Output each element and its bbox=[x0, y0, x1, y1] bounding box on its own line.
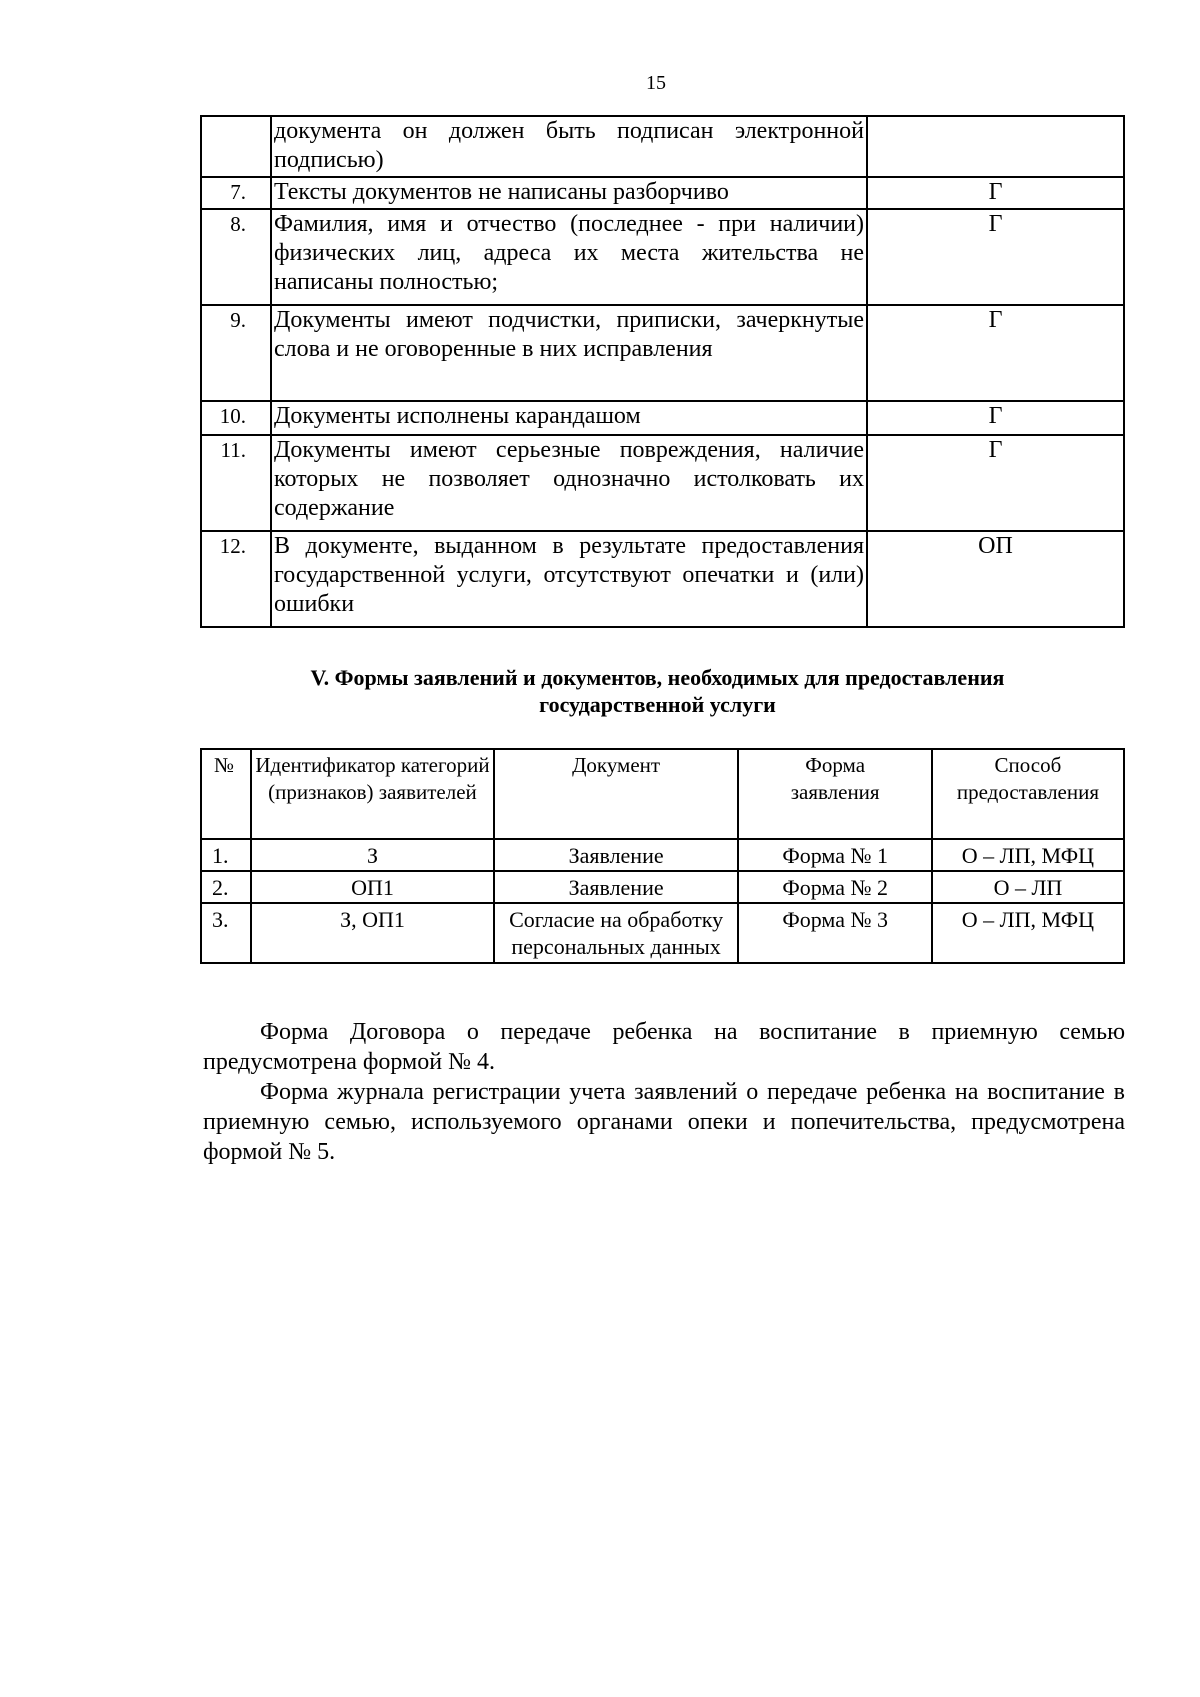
paragraph-journal-form bbox=[203, 1077, 1125, 1167]
row-form: Форма № 3 bbox=[738, 903, 931, 963]
row-code: Г bbox=[867, 435, 1124, 531]
row-text: В документе, выданном в результате предоставления государственной услуги, отсутствуют опечатки и (или) ошибки bbox=[271, 531, 867, 627]
col-header-form: Форма заявления bbox=[738, 749, 931, 839]
grounds-table bbox=[200, 115, 1125, 628]
row-identifier: ОП1 bbox=[251, 871, 494, 903]
row-method: О – ЛП, МФЦ bbox=[932, 903, 1124, 963]
row-text: Тексты документов не написаны разборчиво bbox=[271, 177, 867, 209]
row-text: Документы имеют подчистки, приписки, зачеркнутые слова и не оговоренные в них исправления bbox=[271, 305, 867, 401]
row-number: 11. bbox=[201, 435, 271, 531]
row-document: Согласие на обработку персональных данных bbox=[494, 903, 739, 963]
table-row bbox=[201, 401, 1124, 435]
table-row bbox=[201, 116, 1124, 177]
row-document: Заявление bbox=[494, 839, 739, 871]
row-number: 2. bbox=[201, 871, 251, 903]
section-title-line: V. Формы заявлений и документов, необходимых для предоставления bbox=[310, 665, 1005, 690]
row-text: Документы исполнены карандашом bbox=[271, 401, 867, 435]
section-title bbox=[190, 664, 1125, 718]
col-header-method: Способ предоставления bbox=[932, 749, 1124, 839]
page-number: 15 bbox=[646, 72, 666, 94]
col-header-document: Документ bbox=[494, 749, 739, 839]
row-number: 10. bbox=[201, 401, 271, 435]
row-number: 8. bbox=[201, 209, 271, 305]
table-row bbox=[201, 531, 1124, 627]
table-row bbox=[201, 209, 1124, 305]
row-code: Г bbox=[867, 209, 1124, 305]
row-code: Г bbox=[867, 401, 1124, 435]
col-header-identifier: Идентификатор категорий (признаков) заявителей bbox=[251, 749, 494, 839]
row-number: 12. bbox=[201, 531, 271, 627]
row-number: 1. bbox=[201, 839, 251, 871]
table-header-row bbox=[201, 749, 1124, 839]
row-number: 7. bbox=[201, 177, 271, 209]
row-number bbox=[201, 116, 271, 177]
row-method: О – ЛП, МФЦ bbox=[932, 839, 1124, 871]
table-row bbox=[201, 871, 1124, 903]
row-method: О – ЛП bbox=[932, 871, 1124, 903]
row-number: 9. bbox=[201, 305, 271, 401]
row-text: Документы имеют серьезные повреждения, наличие которых не позволяет однозначно истолковать их содержание bbox=[271, 435, 867, 531]
row-form: Форма № 2 bbox=[738, 871, 931, 903]
row-identifier: З, ОП1 bbox=[251, 903, 494, 963]
row-code bbox=[867, 116, 1124, 177]
table-row bbox=[201, 435, 1124, 531]
paragraph-contract-form bbox=[203, 1017, 1125, 1077]
table-row bbox=[201, 903, 1124, 963]
row-form: Форма № 1 bbox=[738, 839, 931, 871]
table-row bbox=[201, 839, 1124, 871]
col-header-number: № bbox=[201, 749, 251, 839]
row-text: документа он должен быть подписан электронной подписью) bbox=[271, 116, 867, 177]
paragraph-text: Форма журнала регистрации учета заявлений о передаче ребенка на воспитание в приемную семью, используемого органами опеки и попечительства, предусмотрена формой № 5. bbox=[203, 1079, 1125, 1165]
table-row bbox=[201, 177, 1124, 209]
row-code: Г bbox=[867, 305, 1124, 401]
section-title-line: государственной услуги bbox=[539, 692, 776, 717]
row-code: Г bbox=[867, 177, 1124, 209]
row-identifier: З bbox=[251, 839, 494, 871]
row-document: Заявление bbox=[494, 871, 739, 903]
paragraph-text: Форма Договора о передаче ребенка на воспитание в приемную семью предусмотрена формой № 4. bbox=[203, 1019, 1125, 1075]
table-row bbox=[201, 305, 1124, 401]
row-code: ОП bbox=[867, 531, 1124, 627]
forms-table bbox=[200, 748, 1125, 964]
row-number: 3. bbox=[201, 903, 251, 963]
row-text: Фамилия, имя и отчество (последнее - при наличии) физических лиц, адреса их места жительства не написаны полностью; bbox=[271, 209, 867, 305]
